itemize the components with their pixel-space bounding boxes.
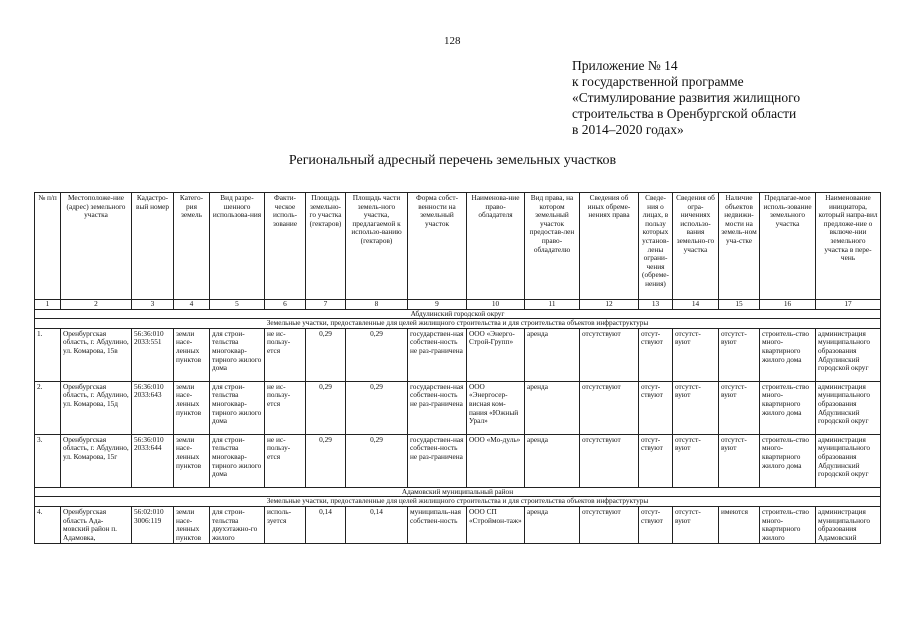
table-cell: отсутст-вуют bbox=[673, 434, 719, 487]
table-cell: не ис-пользу-ется bbox=[265, 434, 306, 487]
column-header: Вид права, на котором земельный участок предостав-лен право-обладателю bbox=[525, 193, 580, 300]
table-row bbox=[35, 328, 881, 381]
header-row bbox=[35, 193, 881, 300]
table-cell: имеются bbox=[719, 506, 760, 543]
table-cell: земли насе-ленных пунктов bbox=[174, 328, 210, 381]
column-header: Факти-ческое исполь-зование bbox=[265, 193, 306, 300]
table-cell: ООО СП «Строймон-таж» bbox=[467, 506, 525, 543]
table-cell: государствен-ная собствен-ность не раз-граничена bbox=[408, 381, 467, 434]
column-number: 14 bbox=[673, 300, 719, 310]
table-cell: 0,29 bbox=[346, 328, 408, 381]
table-cell: 0,29 bbox=[346, 434, 408, 487]
table-cell: Оренбургская область, г. Абдулино, ул. Комарова, 15г bbox=[61, 434, 132, 487]
table-cell: 1. bbox=[35, 328, 61, 381]
column-number-row bbox=[35, 300, 881, 310]
table-row bbox=[35, 434, 881, 487]
column-header: № п/п bbox=[35, 193, 61, 300]
table-cell: для строи-тельства многоквар-тирного жилого дома bbox=[210, 381, 265, 434]
table-cell: аренда bbox=[525, 434, 580, 487]
table-cell: отсутст-вуют bbox=[673, 381, 719, 434]
table-cell: 56:36:010 2033:551 bbox=[132, 328, 174, 381]
table-cell: отсутствуют bbox=[580, 506, 639, 543]
column-number: 17 bbox=[816, 300, 881, 310]
table-cell: отсутст-вуют bbox=[673, 506, 719, 543]
column-header: Площадь земельно-го участка (гектаров) bbox=[306, 193, 346, 300]
subsection-heading: Земельные участки, предоставленные для целей жилищного строительства и для строительства объектов инфраструктуры bbox=[35, 497, 881, 507]
appendix-line: к государственной программе bbox=[572, 74, 744, 89]
subsection-heading: Земельные участки, предоставленные для целей жилищного строительства и для строительства объектов инфраструктуры bbox=[35, 319, 881, 329]
table-cell: отсутст-вуют bbox=[719, 434, 760, 487]
appendix-heading bbox=[572, 58, 800, 138]
table-cell: аренда bbox=[525, 328, 580, 381]
appendix-line: в 2014–2020 годах» bbox=[572, 122, 684, 137]
land-plots-table bbox=[34, 192, 881, 544]
column-number: 4 bbox=[174, 300, 210, 310]
table-cell: отсут-ствуют bbox=[639, 328, 673, 381]
table-row bbox=[35, 506, 881, 543]
table-cell: администрация муниципального образования Абдулинский городской округ bbox=[816, 381, 881, 434]
district-heading: Адамовский муниципальный район bbox=[35, 487, 881, 497]
table-cell: 0,14 bbox=[306, 506, 346, 543]
table-cell: 3. bbox=[35, 434, 61, 487]
table-cell: ООО «Мо-дуль» bbox=[467, 434, 525, 487]
column-header: Вид разре-шенного использова-ния bbox=[210, 193, 265, 300]
table-cell: Оренбургская область, г. Абдулино, ул. Комарова, 15в bbox=[61, 328, 132, 381]
table-cell: 0,29 bbox=[306, 434, 346, 487]
subsection-row bbox=[35, 497, 881, 507]
table-cell: строитель-ство много-квартирного жилого дома bbox=[760, 328, 816, 381]
table-cell: земли насе-ленных пунктов bbox=[174, 506, 210, 543]
table-cell: муниципаль-ная собствен-ность bbox=[408, 506, 467, 543]
table-cell: отсут-ствуют bbox=[639, 434, 673, 487]
table-cell: аренда bbox=[525, 381, 580, 434]
table-cell: для строи-тельства двухэтажно-го жилого bbox=[210, 506, 265, 543]
district-row bbox=[35, 309, 881, 319]
table-cell: отсутствуют bbox=[580, 381, 639, 434]
column-number: 16 bbox=[760, 300, 816, 310]
table-cell: Оренбургская область Ада-мовский район п. Адамовка, bbox=[61, 506, 132, 543]
table-cell: 56:02:010 3006:119 bbox=[132, 506, 174, 543]
column-header: Наличие объектов недвижи-мости на земель-ном уча-стке bbox=[719, 193, 760, 300]
table-cell: Оренбургская область, г. Абдулино, ул. Комарова, 15д bbox=[61, 381, 132, 434]
table-cell: аренда bbox=[525, 506, 580, 543]
table-cell: отсут-ствуют bbox=[639, 506, 673, 543]
column-header: Катего-рия земель bbox=[174, 193, 210, 300]
table-cell: земли насе-ленных пунктов bbox=[174, 434, 210, 487]
table-cell: 0,29 bbox=[346, 381, 408, 434]
subsection-row bbox=[35, 319, 881, 329]
column-number: 7 bbox=[306, 300, 346, 310]
column-header: Кадастро-вый номер bbox=[132, 193, 174, 300]
column-header: Наименова-ние право-обладателя bbox=[467, 193, 525, 300]
table-cell: администрация муниципального образования Адамовский bbox=[816, 506, 881, 543]
column-header: Сведе-ния о лицах, в пользу которых установ-лены ограни-чения (обреме-нения) bbox=[639, 193, 673, 300]
column-number: 13 bbox=[639, 300, 673, 310]
table-cell: для строи-тельства многоквар-тирного жилого дома bbox=[210, 328, 265, 381]
table-cell: отсутст-вуют bbox=[673, 328, 719, 381]
table-cell: 56:36:010 2033:644 bbox=[132, 434, 174, 487]
table-cell: ООО «Энерго-Строй-Групп» bbox=[467, 328, 525, 381]
table-cell: 0,14 bbox=[346, 506, 408, 543]
table-cell: администрация муниципального образования Абдулинский городской округ bbox=[816, 328, 881, 381]
column-header: Наименование инициатора, который напра-вил предложе-ние о включе-нии земельного участка в пере-чень bbox=[816, 193, 881, 300]
table-cell: 0,29 bbox=[306, 381, 346, 434]
table-cell: для строи-тельства многоквар-тирного жилого дома bbox=[210, 434, 265, 487]
table-cell: государствен-ная собствен-ность не раз-граничена bbox=[408, 328, 467, 381]
appendix-line: «Стимулирование развития жилищного bbox=[572, 90, 801, 105]
table-cell: отсутст-вуют bbox=[719, 381, 760, 434]
table-cell: земли насе-ленных пунктов bbox=[174, 381, 210, 434]
table-cell: 56:36:010 2033:643 bbox=[132, 381, 174, 434]
column-number: 6 bbox=[265, 300, 306, 310]
column-number: 11 bbox=[525, 300, 580, 310]
column-number: 8 bbox=[346, 300, 408, 310]
table-cell: отсут-ствуют bbox=[639, 381, 673, 434]
table-cell: 0,29 bbox=[306, 328, 346, 381]
page-number: 128 bbox=[444, 35, 461, 47]
district-row bbox=[35, 487, 881, 497]
table-cell: не ис-пользу-ется bbox=[265, 328, 306, 381]
district-heading: Абдулинский городской округ bbox=[35, 309, 881, 319]
column-header: Сведения об иных обреме-нениях права bbox=[580, 193, 639, 300]
column-number: 1 bbox=[35, 300, 61, 310]
table-cell: строитель-ство много-квартирного жилого дома bbox=[760, 381, 816, 434]
column-number: 2 bbox=[61, 300, 132, 310]
table-cell: строитель-ство много-квартирного жилого дома bbox=[760, 434, 816, 487]
column-number: 5 bbox=[210, 300, 265, 310]
table-cell: исполь-зуется bbox=[265, 506, 306, 543]
table-cell: строитель-ство много-квартирного жилого bbox=[760, 506, 816, 543]
table-cell: администрация муниципального образования Абдулинский городской округ bbox=[816, 434, 881, 487]
table-cell: отсутствуют bbox=[580, 328, 639, 381]
column-header: Местоположе-ние (адрес) земельного участка bbox=[61, 193, 132, 300]
appendix-line: строительства в Оренбургской области bbox=[572, 106, 797, 121]
table-cell: 2. bbox=[35, 381, 61, 434]
column-header: Форма собст-венности на земельный участок bbox=[408, 193, 467, 300]
column-number: 9 bbox=[408, 300, 467, 310]
column-header: Сведения об огра-ничениях использо-вания земельно-го участка bbox=[673, 193, 719, 300]
column-number: 3 bbox=[132, 300, 174, 310]
table-cell: 4. bbox=[35, 506, 61, 543]
column-number: 15 bbox=[719, 300, 760, 310]
column-header: Площадь части земель-ного участка, предлагаемой к использо-ванию (гектаров) bbox=[346, 193, 408, 300]
column-number: 10 bbox=[467, 300, 525, 310]
table-cell: отсутст-вуют bbox=[719, 328, 760, 381]
appendix-line: Приложение № 14 bbox=[572, 58, 678, 73]
column-header: Предлагае-мое исполь-зование земельного участка bbox=[760, 193, 816, 300]
table-cell: не ис-пользу-ется bbox=[265, 381, 306, 434]
table-cell: государствен-ная собствен-ность не раз-граничена bbox=[408, 434, 467, 487]
table-cell: отсутствуют bbox=[580, 434, 639, 487]
column-number: 12 bbox=[580, 300, 639, 310]
document-title: Региональный адресный перечень земельных участков bbox=[288, 153, 617, 168]
table-row bbox=[35, 381, 881, 434]
table-cell: ООО «Энергосер-висная ком-пания «Южный Урал» bbox=[467, 381, 525, 434]
